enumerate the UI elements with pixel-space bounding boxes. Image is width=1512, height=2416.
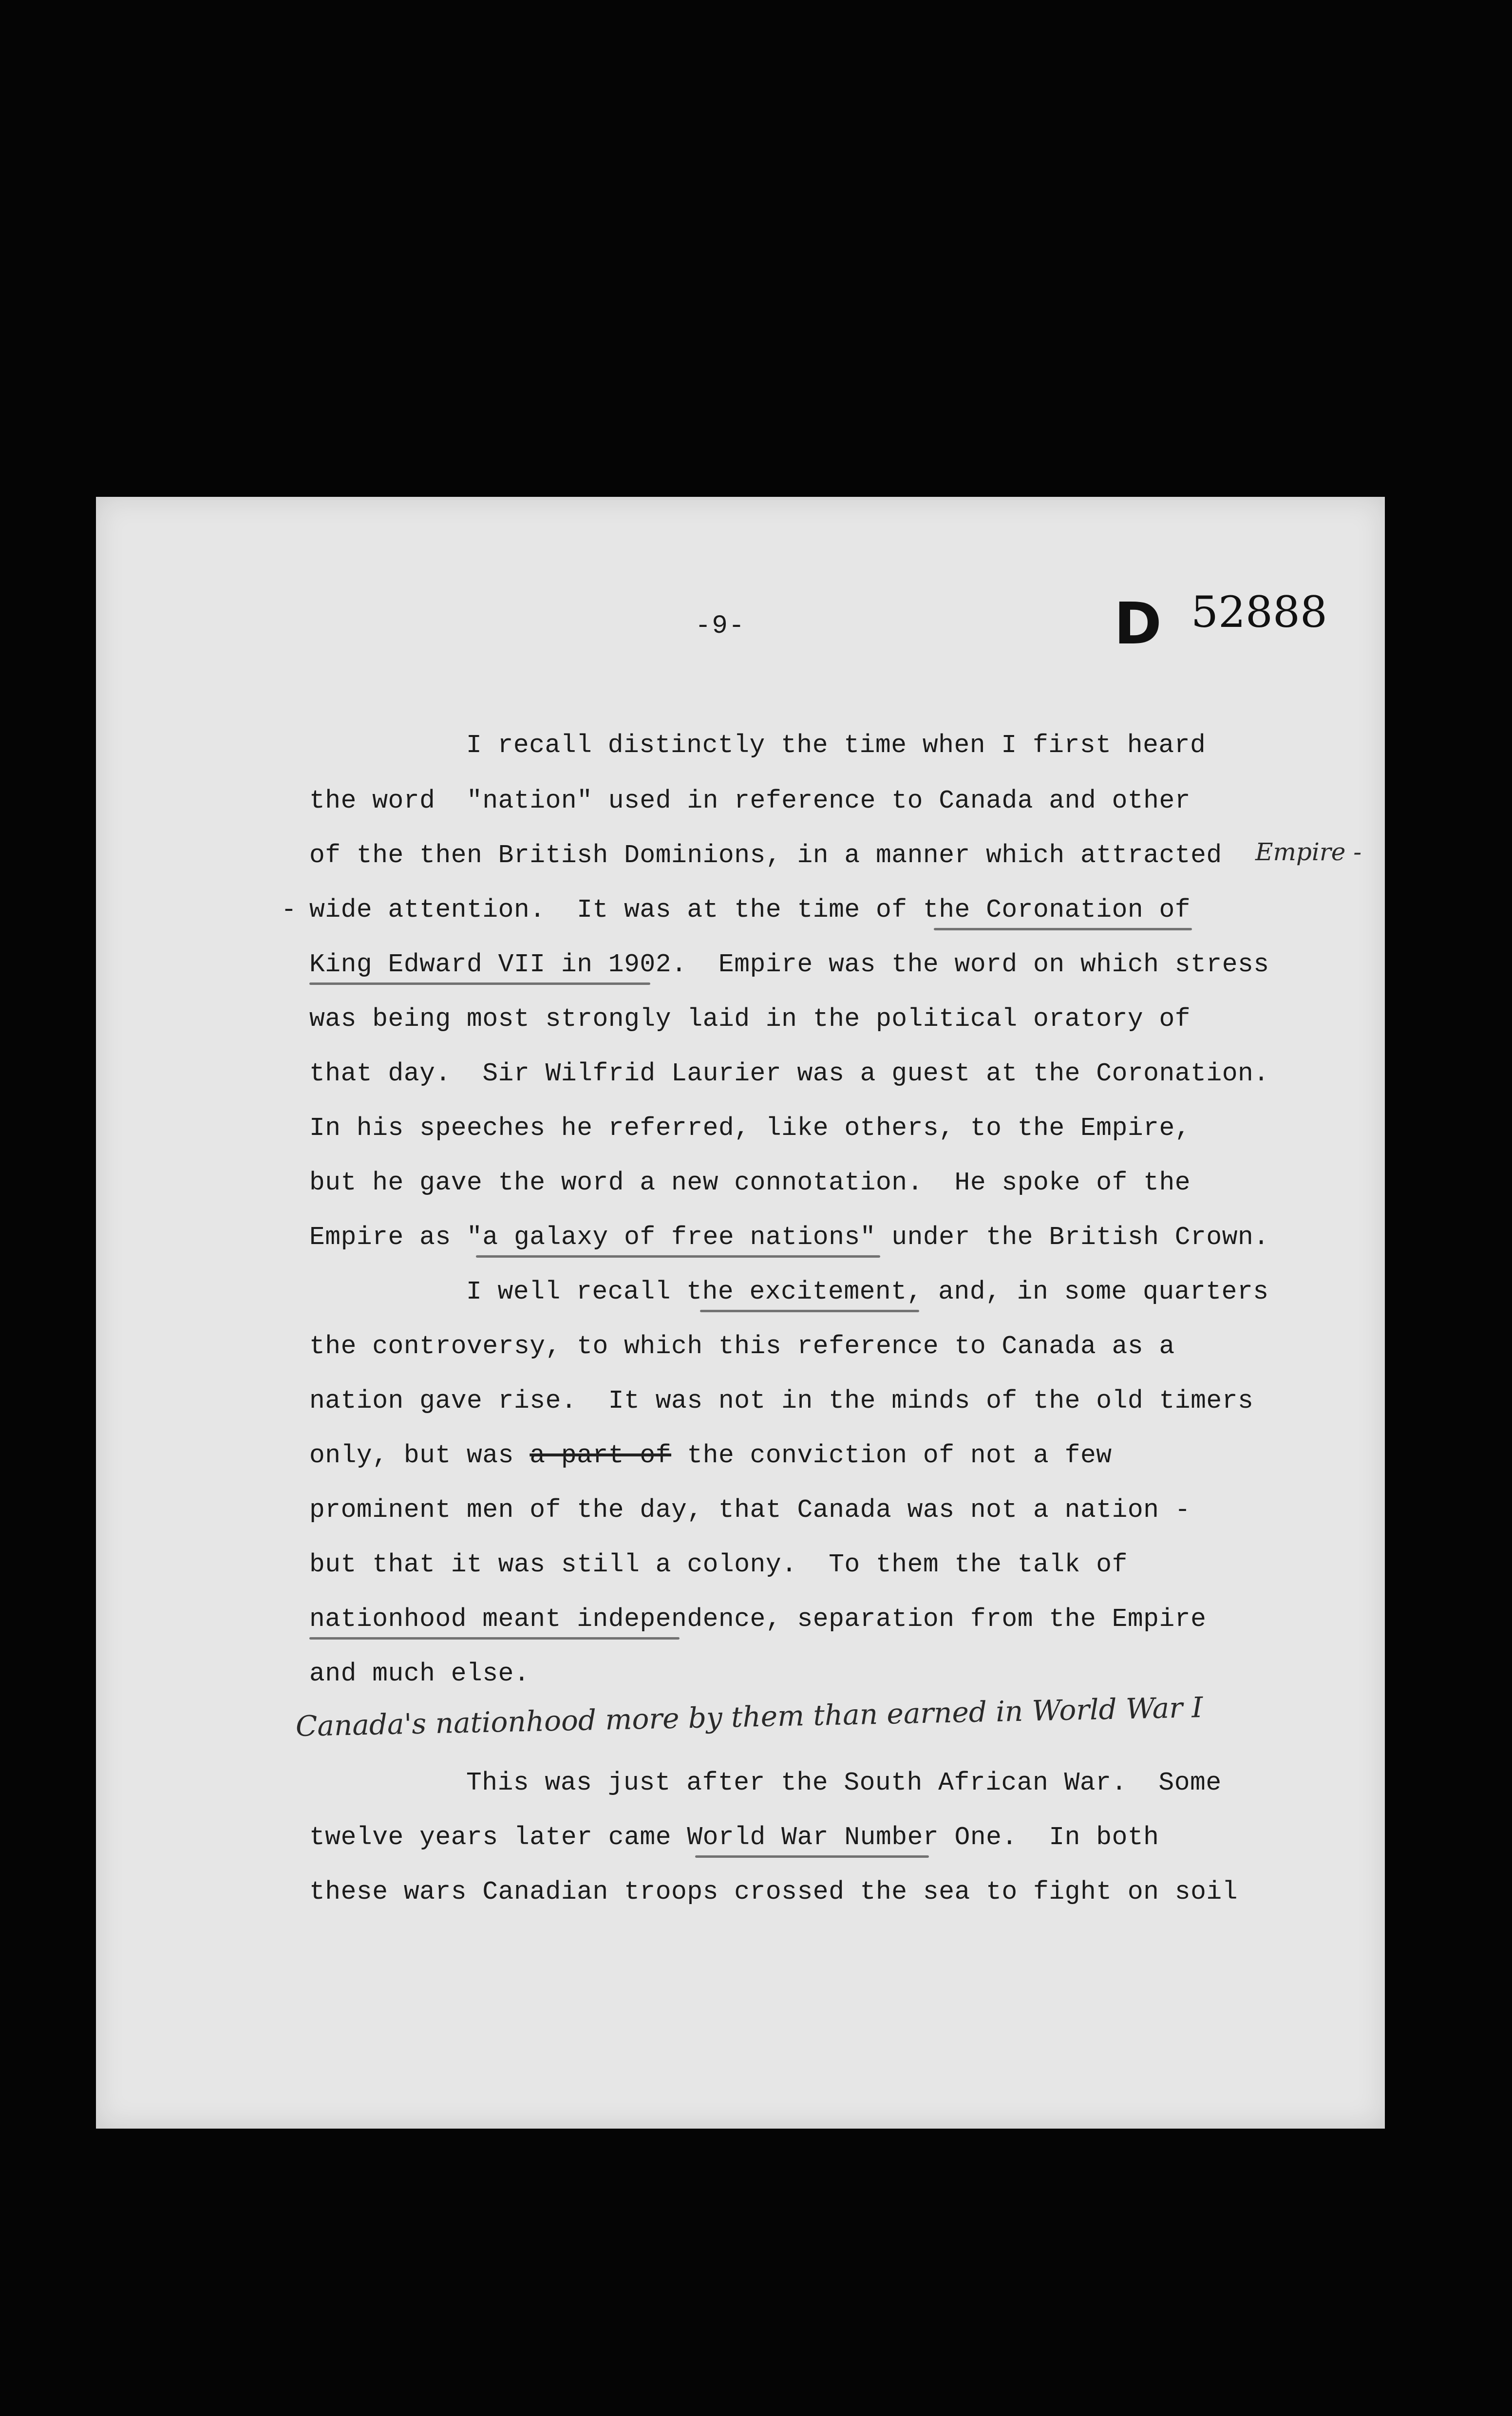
text-line: In his speeches he referred, like others, to the Empire,	[309, 1114, 1191, 1143]
text-line: but he gave the word a new connotation. He spoke of the	[309, 1168, 1191, 1197]
handwritten-note: Canada's nationhood more by them than earned in World War I	[295, 1690, 1203, 1743]
struck-text: a part of	[529, 1441, 672, 1470]
text-line: Empire as "a galaxy of free nations" under the British Crown.	[309, 1223, 1269, 1252]
document-stamp	[1114, 587, 1327, 657]
underline-world-war	[695, 1855, 929, 1858]
text-line: This was just after the South African War. Some	[466, 1768, 1222, 1797]
text-line: but that it was still a colony. To them the talk of	[309, 1550, 1128, 1579]
margin-dash: -	[281, 895, 297, 925]
page-number: -9-	[695, 611, 746, 641]
text-line: of the then British Dominions, in a manner which attracted	[309, 841, 1222, 870]
text-line: prominent men of the day, that Canada was not a nation -	[309, 1495, 1191, 1525]
text-line: I recall distinctly the time when I first heard	[466, 731, 1206, 760]
underline-galaxy	[476, 1255, 880, 1258]
text-line: twelve years later came World War Number One. In both	[309, 1823, 1159, 1852]
text-line: the controversy, to which this reference to Canada as a	[309, 1332, 1175, 1361]
text-line: that day. Sir Wilfrid Laurier was a guest at the Coronation.	[309, 1059, 1269, 1088]
text-line: the word "nation" used in reference to Canada and other	[309, 786, 1191, 815]
text-line: nationhood meant independence, separation from the Empire	[309, 1604, 1207, 1634]
underline-coronation	[934, 928, 1192, 930]
text-segment: only, but was	[309, 1441, 530, 1470]
underline-king-edward	[309, 982, 650, 985]
handwritten-margin-insert: Empire -	[1255, 838, 1362, 866]
text-segment: the conviction of not a few	[671, 1441, 1112, 1470]
text-line: King Edward VII in 1902. Empire was the word on which stress	[309, 950, 1269, 979]
text-line: these wars Canadian troops crossed the sea to fight on soil	[309, 1877, 1238, 1906]
text-line: I well recall the excitement, and, in some quarters	[466, 1277, 1269, 1306]
stamp-letter: D	[1114, 590, 1162, 657]
text-line: nation gave rise. It was not in the minds of the old timers	[309, 1386, 1254, 1416]
text-line: and much else.	[309, 1659, 530, 1688]
stamp-number: 52888	[1191, 587, 1327, 637]
underline-excitement	[700, 1310, 919, 1312]
document-page	[96, 497, 1385, 2129]
underline-nationhood	[309, 1637, 680, 1640]
text-line: was being most strongly laid in the political oratory of	[309, 1004, 1191, 1034]
text-line: wide attention. It was at the time of the Coronation of	[309, 895, 1191, 925]
text-line	[309, 1441, 1112, 1470]
